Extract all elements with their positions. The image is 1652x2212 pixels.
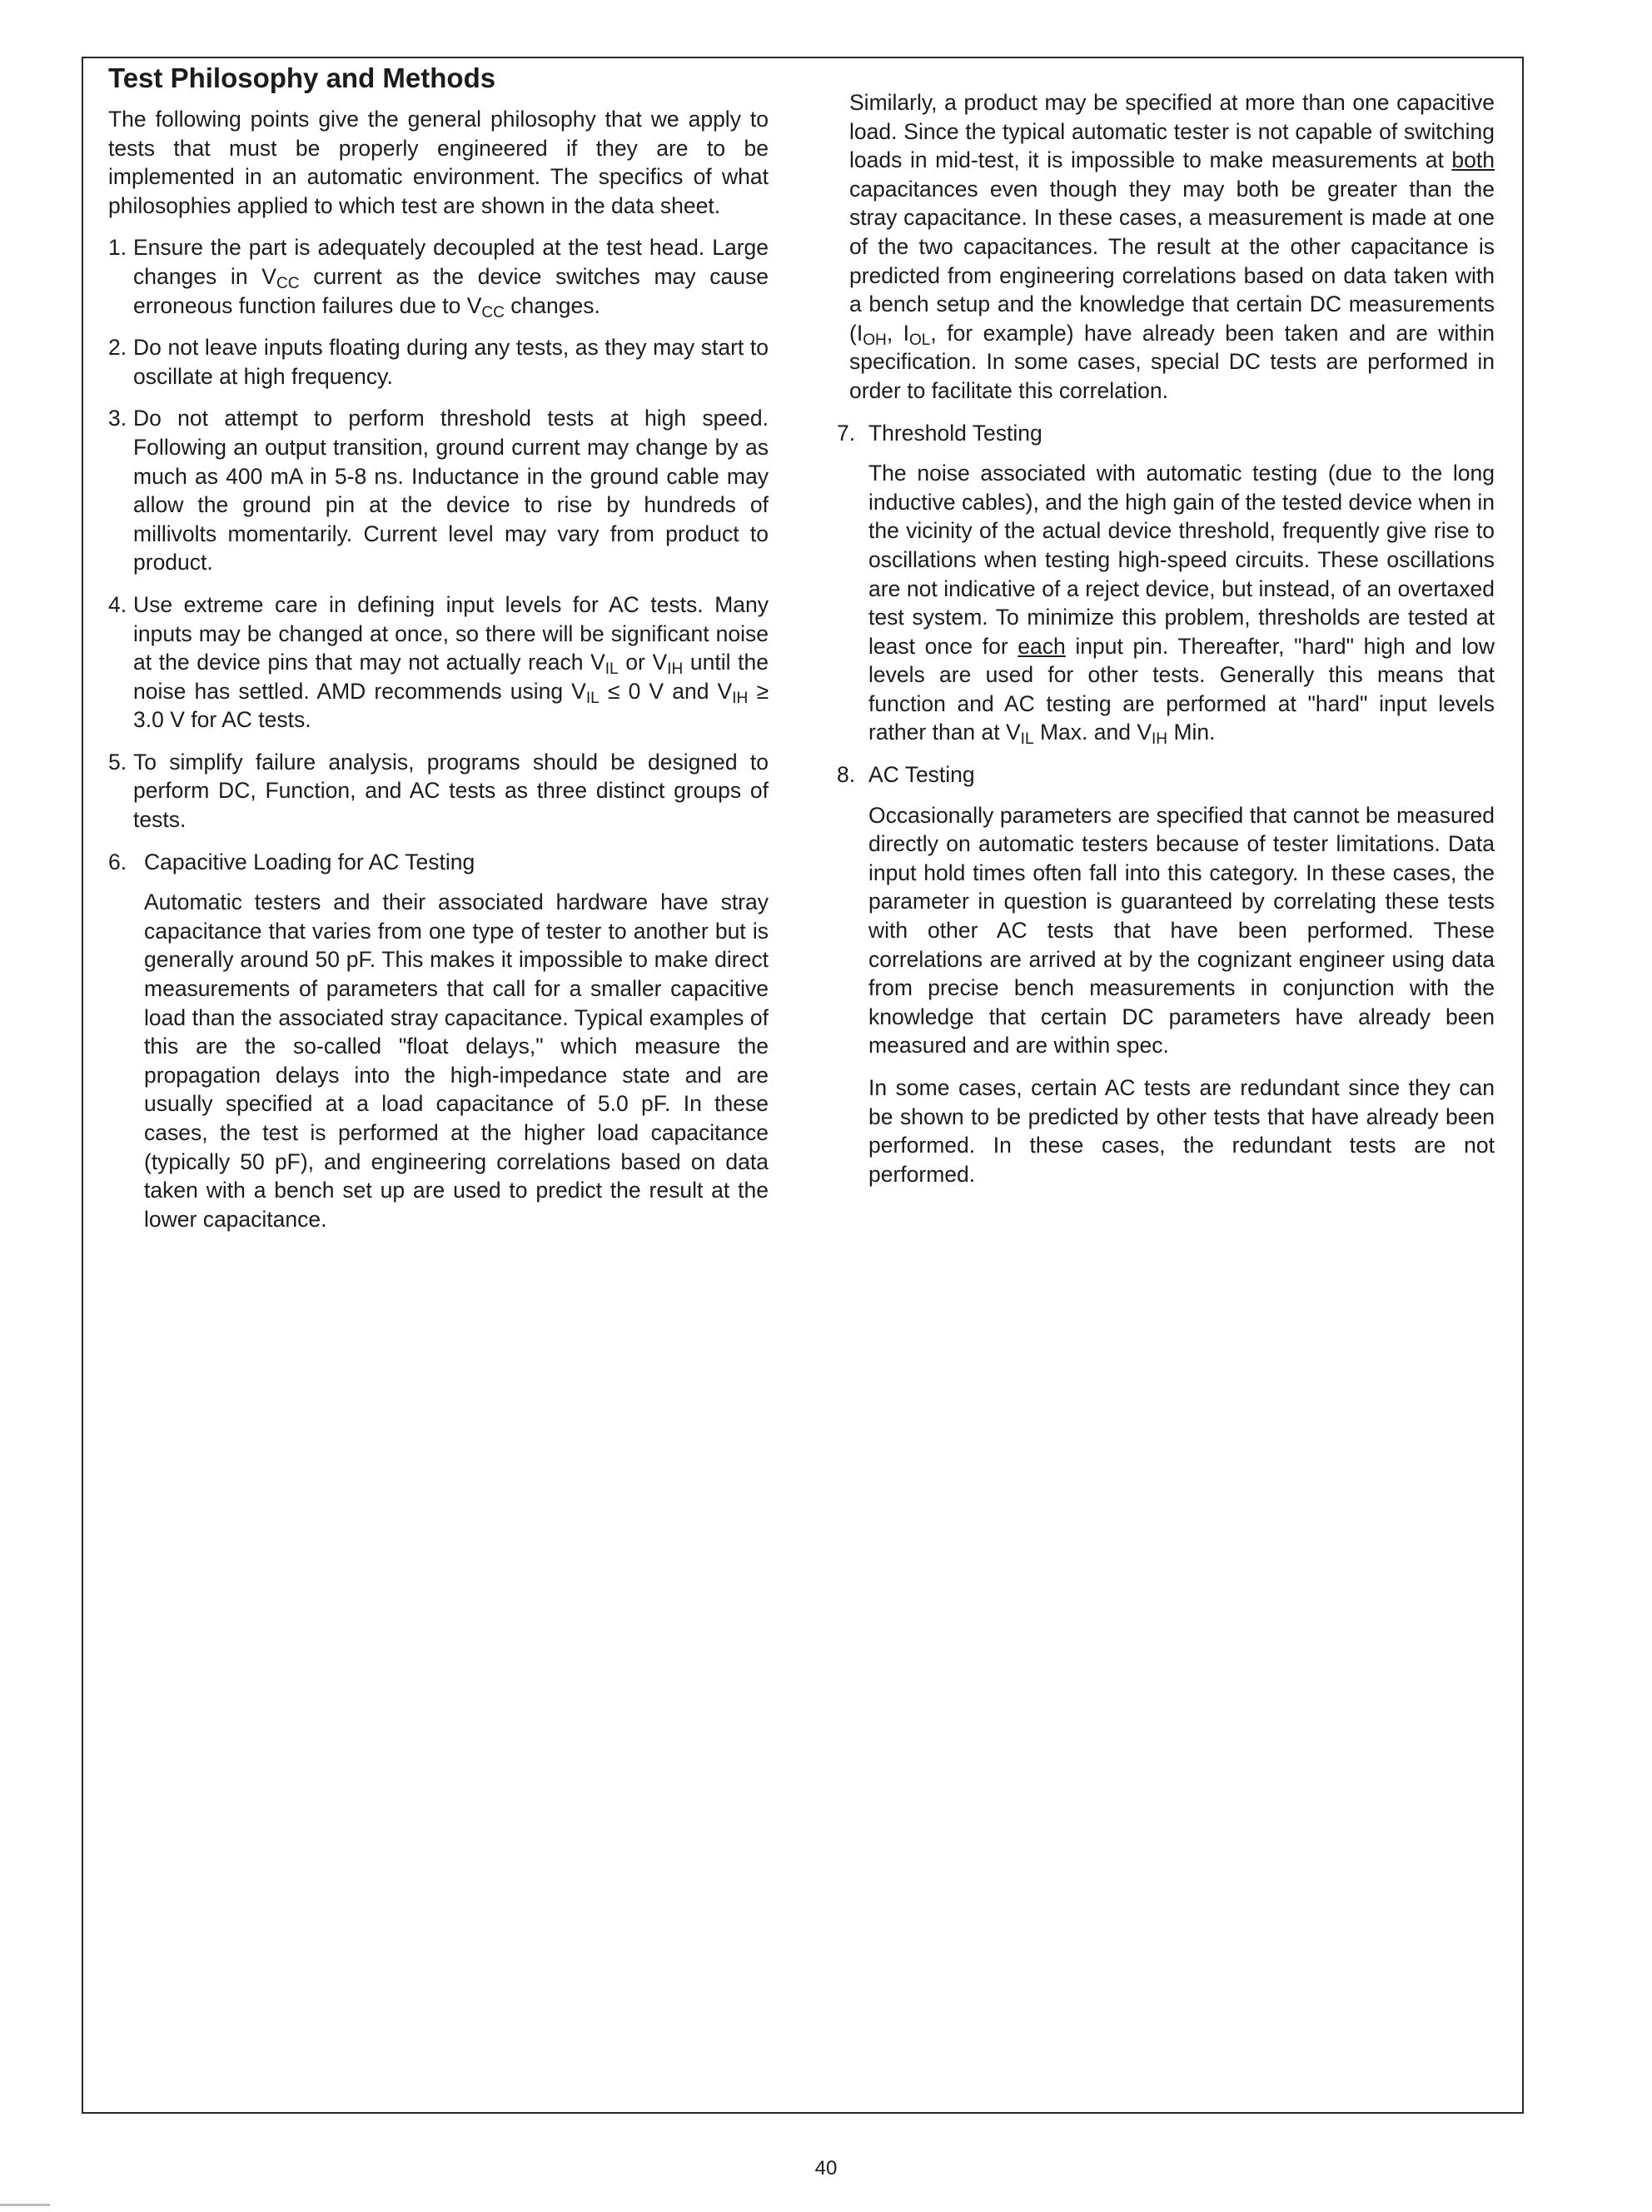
item-text: To simplify failure analysis, programs should be designed to perform DC, Function, and AC tests as three distinct groups of tests. [133,749,769,833]
item-heading: Capacitive Loading for AC Testing [144,849,475,874]
intro-paragraph: The following points give the general philosophy that we apply to tests that must be properly engineered if they are to be implemented in an automatic environment. The specifics of what philosophies applied to which test are shown in the data sheet. [108,107,769,218]
item-number: 5. [108,749,127,775]
item-text: Do not attempt to perform threshold tests at high speed. Following an output transition, ground current may change by as much as 400 mA in 5-8 ns. Inductance in the ground cable may allow the ground pin at the device to rise by hundreds of millivolts momentarily. Current level may vary from product to product. [133,406,769,575]
item-number: 7. [837,420,856,446]
item-number: 6. [108,849,127,874]
item-6-paragraph-1: Automatic testers and their associated hardware have stray capacitance that varies from one type of tester to another but is generally around 50 pF. This makes it impossible to make direct measurements of parameters that call for a smaller capacitive load than the associated stray capacitance. Typical examples of this are the so-called "float delays," which measure the propagation delays into the high-impedance state and are usually specified at a load capacitance of 5.0 pF. In these cases, the test is performed at the higher load capacitance (typically 50 pF), and engineering correlations based on data taken with a bench set up are used to predict the result at the lower capacitance. [144,889,769,1232]
list-item-6-heading [108,848,769,877]
list-item-5 [108,748,769,834]
section-title: Test Philosophy and Methods [108,62,496,93]
item-text: Do not leave inputs floating during any tests, as they may start to oscillate at high frequency. [133,335,769,389]
item-number: 1. [108,235,127,261]
item-number: 3. [108,406,127,431]
item-text: Ensure the part is adequately decoupled at the test head. Large changes in $V_{CC}$ current as the device switches may cause erroneous function failures due to $V_{CC}$ changes. [133,235,769,321]
item-text: Use extreme care in defining input levels for AC tests. Many inputs may be changed at once, so there will be significant noise at the device pins that may not actually reach $V_{IL}$ or $V_{IH}$ until the noise has settled. AMD recommends using $V_{IL} \le 0$ V and $V_{IH} \ge 3.0$ V for AC tests. [133,591,769,733]
list-item-3 [108,404,769,577]
list-item-7-heading [837,419,1495,448]
left-column [108,57,769,1247]
item-heading: AC Testing [868,762,975,788]
item-heading: Threshold Testing [868,420,1042,446]
scan-mark [0,2204,50,2206]
item-8-paragraph-1: Occasionally parameters are specified that cannot be measured directly on automatic testers because of tester limitations. Data input hold times often fall into this category. In these cases, the parameter in question is guaranteed by correlating these tests with other AC tests that have been performed. These correlations are arrived at by the cognizant engineer using data from precise bench measurements in conjunction with the knowledge that certain DC parameters have already been measured and are within spec. [868,802,1495,1059]
item-6-paragraph-2: Similarly, a product may be specified at more than one capacitive load. Since the typical automatic tester is not capable of switching loads in mid-test, it is impossible to make measurements at both capacitances even though they may both be greater than the stray capacitance. In these cases, a measurement is made at one of the two capacitances. The result at the other capacitance is predicted from engineering correlations based on data taken with a bench setup and the knowledge that certain DC measurements ($I_{OH}$, $I_{OL}$, for example) have already been taken and are within specification. In some cases, special DC tests are performed in order to facilitate this correlation. [849,90,1495,403]
list-item-1 [108,233,769,320]
item-8-paragraph-2: In some cases, certain AC tests are redundant since they can be shown to be predicted by other tests that have already been performed. In these cases, the redundant tests are not performed. [868,1075,1495,1187]
list-item-8-heading [837,760,1495,790]
item-number: 2. [108,335,127,361]
item-number: 4. [108,591,127,617]
right-column [837,88,1495,1202]
item-number: 8. [837,762,856,788]
item-7-paragraph: The noise associated with automatic testing (due to the long inductive cables), and the high gain of the tested device when in the vicinity of the actual device threshold, frequently give rise to oscillations when testing high-speed circuits. These oscillations are not indicative of a reject device, but instead, of an overtaxed test system. To minimize this problem, thresholds are tested at least once for each input pin. Thereafter, "hard" high and low levels are used for other tests. Generally this means that function and AC testing are performed at "hard" input levels rather than at $V_{IL}$ Max. and $V_{IH}$ Min. [868,461,1495,749]
list-item-2 [108,333,769,391]
list-item-4 [108,590,769,735]
page-number: 40 [814,2157,838,2180]
